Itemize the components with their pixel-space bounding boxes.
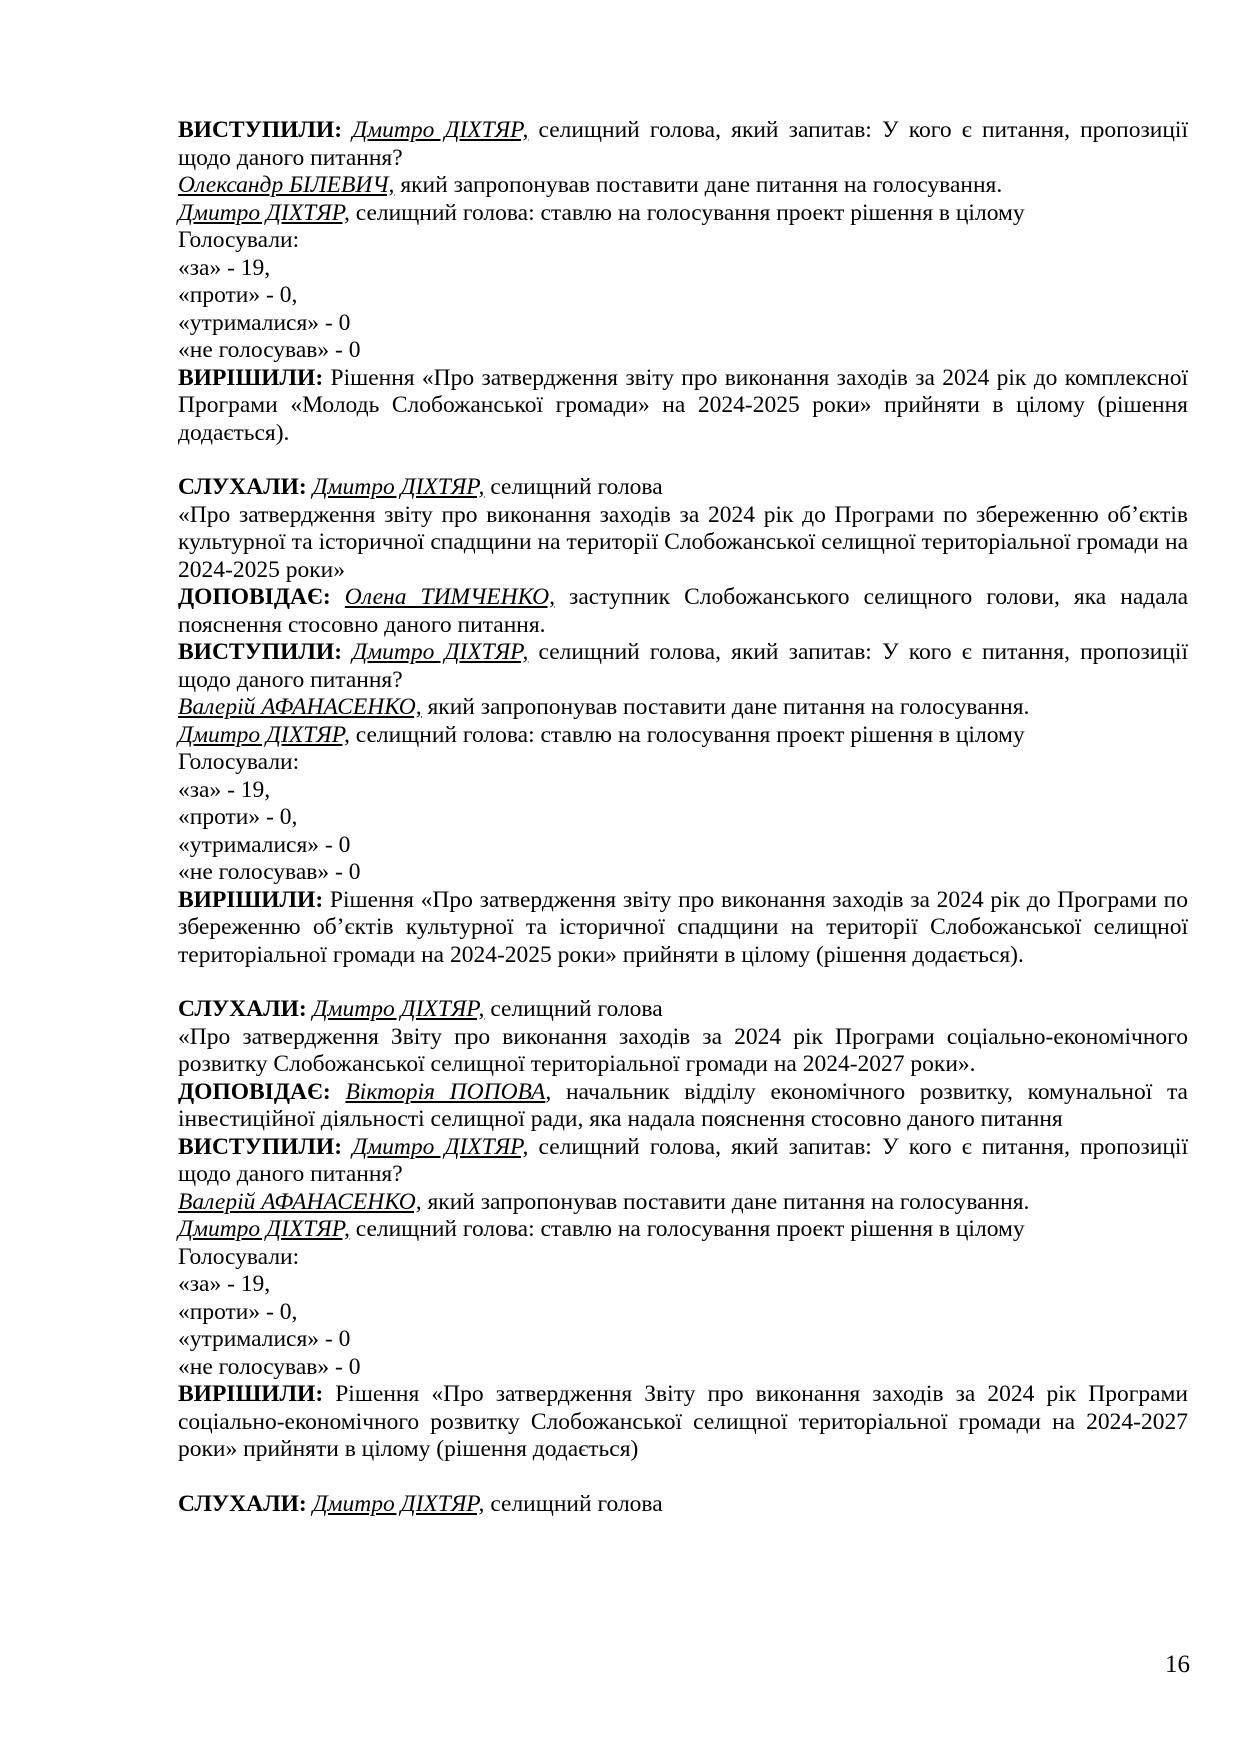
section-gap <box>178 447 1188 474</box>
proposal-paragraph <box>178 1189 1188 1217</box>
proposal-text: який запропонував поставити дане питання на голосування. <box>421 1188 1030 1215</box>
agenda-item-start <box>178 1491 1188 1519</box>
section-gap <box>178 969 1188 996</box>
reporter-label: ДОПОВІДАЄ: <box>178 1078 331 1105</box>
reporter-name: Олена ТИМЧЕНКО, <box>344 584 555 610</box>
reporter-text: заступник Слобожанського селищного голови, яка надала пояснення стосовно даного питання. <box>178 584 1189 638</box>
reporter-text: , начальник відділу економічного розвитку, комунальної та інвестиційної діяльності селищної ради, яка надала пояснення стосовно даного питання <box>178 1078 1188 1132</box>
proposal-paragraph <box>178 172 1188 200</box>
heard-label: СЛУХАЛИ: <box>178 996 307 1022</box>
decision-label: ВИРІШИЛИ: <box>178 886 324 913</box>
decision-text: Рішення «Про затвердження звіту про виконання заходів за 2024 рік до Програми по збереженню об’єктів культурної та історичної спадщини на території Слобожанської селищної територіальної громади на 2024-2025 роки» прийняти в цілому (рішення додається). <box>178 886 1188 968</box>
speakers-text: селищний голова, який запитав: У кого є питання, пропозиції щодо даного питання? <box>178 1133 1188 1187</box>
vote-abstained: «утрималися» - 0 <box>178 1326 351 1352</box>
decision-paragraph <box>178 365 1188 448</box>
agenda-item-continued <box>178 117 1188 447</box>
vote-header: Голосували: <box>178 749 300 775</box>
heard-name: Дмитро ДІХТЯР, <box>312 1490 485 1517</box>
vote-for: «за» - 19, <box>178 1271 271 1297</box>
vote-header: Голосували: <box>178 227 300 253</box>
vote-not-voted: «не голосував» - 0 <box>178 337 361 363</box>
chair-name: Дмитро ДІХТЯР, <box>178 1216 350 1242</box>
proposer-name: Валерій АФАНАСЕНКО, <box>178 694 422 720</box>
section-gap <box>178 1464 1188 1491</box>
chair-name: Дмитро ДІХТЯР, <box>178 721 350 748</box>
heard-paragraph <box>178 474 1188 502</box>
vote-not-voted: «не голосував» - 0 <box>178 859 361 885</box>
speakers-text: селищний голова, який запитав: У кого є питання, пропозиції щодо даного питання? <box>178 117 1188 171</box>
agenda-item <box>178 474 1188 969</box>
vote-abstained: «утрималися» - 0 <box>178 309 351 336</box>
page-number: 16 <box>1165 1651 1190 1678</box>
decision-text: Рішення «Про затвердження Звіту про виконання заходів за 2024 рік Програми соціально-економічного розвитку Слобожанської селищної територіальної громади на 2024-2027 роки» прийняти в цілому (рішення додається) <box>178 1381 1188 1462</box>
reporter-name: Вікторія ПОПОВА <box>345 1078 546 1105</box>
agenda-item <box>178 996 1188 1464</box>
proposal-text: який запропонував поставити дане питання на голосування. <box>421 694 1030 720</box>
heard-text: селищний голова <box>484 474 663 500</box>
call-vote-text: селищний голова: ставлю на голосування проект рішення в цілому <box>349 1216 1025 1242</box>
proposer-name: Олександр БІЛЕВИЧ, <box>178 172 395 198</box>
proposal-paragraph <box>178 694 1188 722</box>
speaker-name: Дмитро ДІХТЯР, <box>352 1133 529 1160</box>
speakers-text: селищний голова, який запитав: У кого є питання, пропозиції щодо даного питання? <box>178 639 1188 693</box>
heard-paragraph <box>178 1491 1188 1519</box>
reporter-paragraph <box>178 584 1188 639</box>
call-vote-paragraph <box>178 722 1188 750</box>
vote-against: «проти» - 0, <box>178 282 298 308</box>
speakers-paragraph <box>178 117 1188 172</box>
heard-name: Дмитро ДІХТЯР, <box>312 996 485 1022</box>
call-vote-paragraph <box>178 1216 1188 1244</box>
vote-for: «за» - 19, <box>178 254 271 281</box>
chair-name: Дмитро ДІХТЯР, <box>178 199 350 226</box>
reporter-paragraph <box>178 1079 1188 1134</box>
speaker-name: Дмитро ДІХТЯР, <box>352 639 529 665</box>
agenda-item-title: «Про затвердження звіту про виконання заходів за 2024 рік до Програми по збереженню об’єктів культурної та історичної спадщини на території Слобожанської селищної територіальної громади на 2024-2025 роки» <box>178 501 1188 583</box>
heard-label: СЛУХАЛИ: <box>178 474 307 500</box>
heard-text: селищний голова <box>484 996 663 1022</box>
vote-header: Голосували: <box>178 1243 300 1270</box>
speakers-paragraph <box>178 1134 1188 1189</box>
speakers-label: ВИСТУПИЛИ: <box>178 117 343 143</box>
call-vote-text: селищний голова: ставлю на голосування проект рішення в цілому <box>349 199 1025 226</box>
vote-abstained: «утрималися» - 0 <box>178 831 351 858</box>
heard-name: Дмитро ДІХТЯР, <box>312 474 485 500</box>
speakers-label: ВИСТУПИЛИ: <box>178 1133 343 1160</box>
reporter-label: ДОПОВІДАЄ: <box>178 584 331 610</box>
heard-paragraph <box>178 996 1188 1024</box>
heard-label: СЛУХАЛИ: <box>178 1490 307 1517</box>
vote-for: «за» - 19, <box>178 776 271 803</box>
agenda-item-title: «Про затвердження Звіту про виконання заходів за 2024 рік Програми соціально-економічного розвитку Слобожанської селищної територіальної громади на 2024-2027 роки». <box>178 1023 1188 1077</box>
decision-label: ВИРІШИЛИ: <box>178 1381 324 1407</box>
speaker-name: Дмитро ДІХТЯР, <box>352 117 529 143</box>
decision-text: Рішення «Про затвердження звіту про виконання заходів за 2024 рік до комплексної Програми «Молодь Слобожанської громади» на 2024-2025 роки» прийняти в цілому (рішення додається). <box>178 364 1188 446</box>
call-vote-text: селищний голова: ставлю на голосування проект рішення в цілому <box>349 721 1025 748</box>
decision-label: ВИРІШИЛИ: <box>178 364 324 391</box>
proposal-text: який запропонував поставити дане питання на голосування. <box>394 172 1003 198</box>
proposer-name: Валерій АФАНАСЕНКО, <box>178 1188 422 1215</box>
decision-paragraph <box>178 1381 1188 1464</box>
speakers-paragraph <box>178 639 1188 694</box>
decision-paragraph <box>178 887 1188 970</box>
call-vote-paragraph <box>178 200 1188 228</box>
speakers-label: ВИСТУПИЛИ: <box>178 639 343 665</box>
vote-against: «проти» - 0, <box>178 1298 298 1325</box>
minutes-body <box>178 117 1188 1518</box>
heard-text: селищний голова <box>484 1490 663 1517</box>
vote-against: «проти» - 0, <box>178 804 298 830</box>
vote-not-voted: «не голосував» - 0 <box>178 1353 361 1380</box>
